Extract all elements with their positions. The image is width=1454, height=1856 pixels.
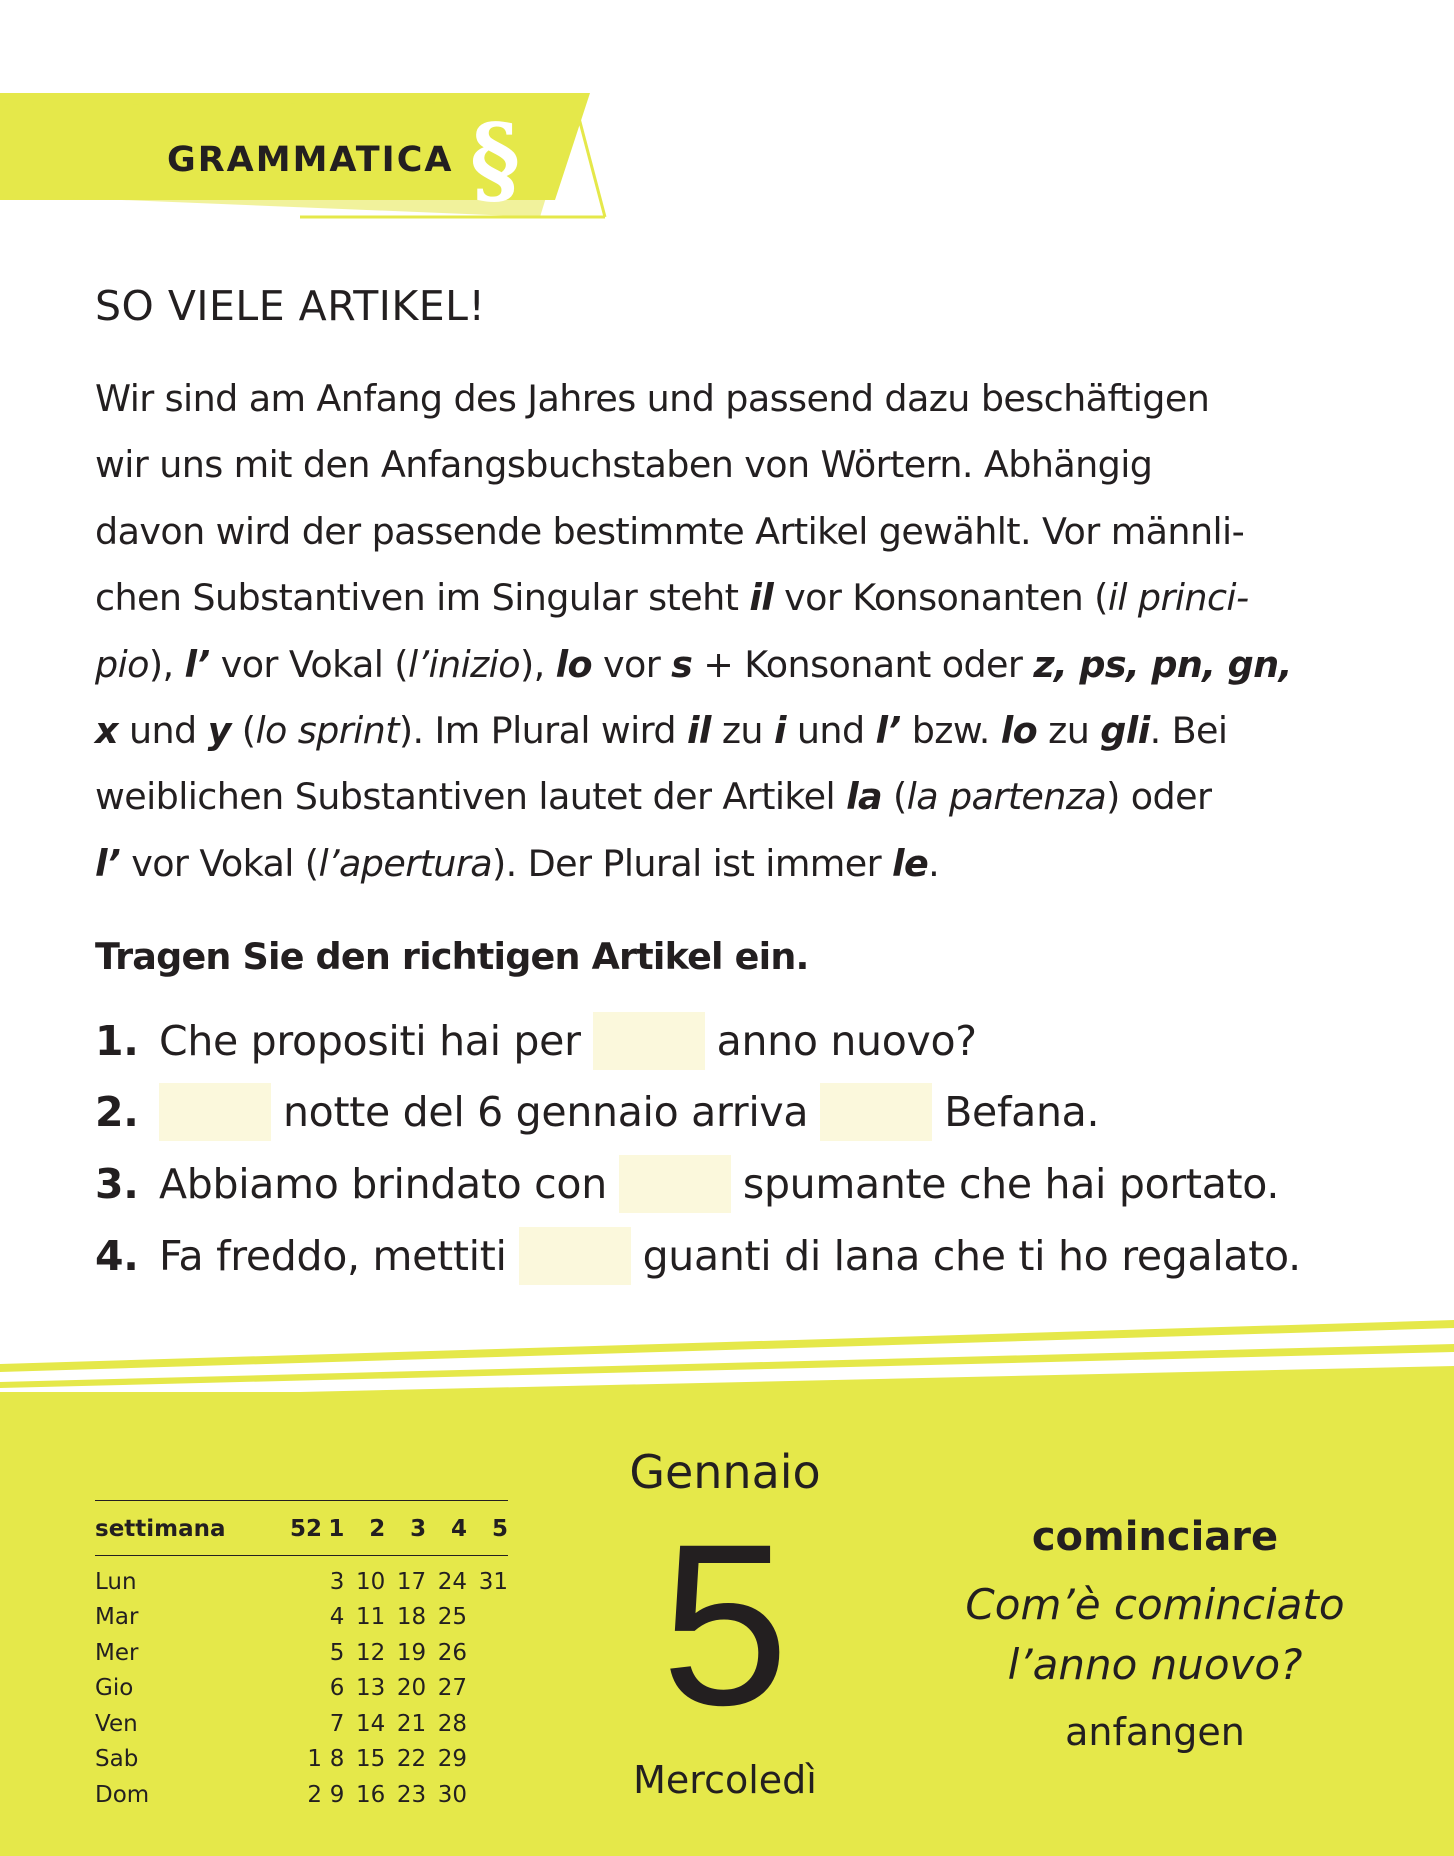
exercise-number: 3. <box>95 1160 139 1208</box>
calendar-row <box>95 1777 508 1813</box>
exercise-text: spumante che hai portato. <box>742 1160 1280 1208</box>
paragraph-line-6: x und y (lo sprint). Im Plural wird il zu i und l’ bzw. lo zu gli. Bei <box>95 709 1228 753</box>
calendar-cell <box>467 1742 508 1778</box>
calendar-cell: 18 <box>396 1604 427 1631</box>
week-number: 52 <box>277 1501 322 1556</box>
weekday-name: Mercoledì <box>633 1758 817 1802</box>
exercise-text: notte del 6 gennaio arriva <box>283 1088 809 1136</box>
month-calendar <box>95 1500 508 1813</box>
calendar-cell: 3 <box>329 1568 345 1595</box>
answer-gap[interactable] <box>519 1227 631 1285</box>
weekday-label: Lun <box>95 1568 137 1595</box>
paragraph-sign-icon: § <box>470 103 521 216</box>
calendar-row <box>95 1706 508 1742</box>
calendar-cell: 1 <box>307 1746 323 1773</box>
calendar-cell: 12 <box>356 1639 386 1666</box>
banner-label: GRAMMATICA <box>167 140 454 180</box>
calendar-row <box>95 1671 508 1707</box>
exercise-number: 2. <box>95 1088 139 1136</box>
paragraph-line-4: chen Substantiven im Singular steht il vor Konsonanten (il princi- <box>95 576 1249 620</box>
week-label: settimana <box>95 1501 277 1556</box>
calendar-row <box>95 1742 508 1778</box>
week-number: 1 <box>322 1501 344 1556</box>
calendar-cell: 30 <box>437 1781 468 1808</box>
exercise-text: Che propositi hai per <box>159 1017 581 1065</box>
exercise-number: 4. <box>95 1232 139 1280</box>
calendar-cell: 27 <box>437 1675 468 1702</box>
weekday-label: Mer <box>95 1639 139 1666</box>
paragraph-line-1: Wir sind am Anfang des Jahres und passend dazu beschäftigen <box>95 377 1210 420</box>
month-name: Gennaio <box>629 1445 821 1499</box>
exercise-4 <box>95 1227 1301 1285</box>
weekday-label: Mar <box>95 1604 139 1631</box>
paragraph-line-3: davon wird der passende bestimmte Artikel gewählt. Vor männli- <box>95 509 1245 553</box>
decorative-stripes <box>0 1300 1454 1395</box>
exercise-text: anno nuovo? <box>716 1017 977 1065</box>
calendar-row <box>95 1600 508 1636</box>
exercise-1 <box>95 1012 977 1070</box>
calendar-cell: 29 <box>437 1746 468 1773</box>
exercise-3 <box>95 1155 1279 1213</box>
exercise-text: guanti di lana che ti ho regalato. <box>642 1232 1301 1280</box>
calendar-cell <box>467 1706 508 1742</box>
calendar-cell: 10 <box>356 1568 386 1595</box>
calendar-cell: 31 <box>478 1568 508 1595</box>
calendar-cell: 2 <box>307 1781 323 1808</box>
calendar-cell: 4 <box>329 1604 345 1631</box>
calendar-cell <box>277 1556 322 1600</box>
calendar-cell <box>467 1600 508 1636</box>
calendar-cell: 21 <box>396 1710 427 1737</box>
exercise-number: 1. <box>95 1017 139 1065</box>
calendar-cell <box>277 1635 322 1671</box>
calendar-header-row <box>95 1501 508 1556</box>
calendar-cell: 11 <box>356 1604 386 1631</box>
paragraph-line-7: weiblichen Substantiven lautet der Artikel la (la partenza) oder <box>95 775 1212 819</box>
calendar-cell: 25 <box>437 1604 468 1631</box>
calendar-cell: 19 <box>396 1639 427 1666</box>
calendar-cell: 7 <box>329 1710 345 1737</box>
example-line-1: Com’è cominciato <box>965 1580 1345 1629</box>
week-number: 4 <box>426 1501 467 1556</box>
weekday-label: Sab <box>95 1746 139 1773</box>
paragraph-line-2: wir uns mit den Anfangsbuchstaben von Wörtern. Abhängig <box>95 443 1153 487</box>
exercise-2 <box>95 1083 1099 1141</box>
paragraph-line-8: l’ vor Vokal (l’apertura). Der Plural ist immer le. <box>95 841 940 885</box>
word-translation: anfangen <box>1065 1710 1245 1754</box>
week-number: 2 <box>344 1501 385 1556</box>
answer-gap[interactable] <box>619 1155 731 1213</box>
calendar-cell: 14 <box>356 1710 386 1737</box>
calendar-cell: 28 <box>437 1710 468 1737</box>
calendar-cell <box>467 1635 508 1671</box>
answer-gap[interactable] <box>820 1083 932 1141</box>
calendar-cell: 6 <box>329 1675 345 1702</box>
week-number: 5 <box>467 1501 508 1556</box>
example-line-2: l’anno nuovo? <box>1007 1640 1303 1689</box>
calendar-row <box>95 1635 508 1671</box>
exercise-text: Fa freddo, mettiti <box>159 1232 507 1280</box>
calendar-cell: 16 <box>356 1781 386 1808</box>
calendar-cell: 9 <box>329 1781 345 1808</box>
page-title: SO VIELE ARTIKEL! <box>95 282 486 330</box>
calendar-cell: 20 <box>396 1675 427 1702</box>
weekday-label: Ven <box>95 1710 138 1737</box>
calendar-cell <box>467 1671 508 1707</box>
calendar-cell: 23 <box>396 1781 427 1808</box>
exercise-text: Befana. <box>944 1088 1100 1136</box>
example-sentence <box>940 1575 1370 1695</box>
calendar-cell: 5 <box>329 1639 345 1666</box>
calendar-row <box>95 1556 508 1600</box>
calendar-cell: 17 <box>396 1568 427 1595</box>
calendar-cell: 15 <box>356 1746 386 1773</box>
calendar-cell <box>467 1777 508 1813</box>
calendar-cell: 26 <box>437 1639 468 1666</box>
week-number: 3 <box>385 1501 426 1556</box>
calendar-cell <box>277 1671 322 1707</box>
calendar-cell: 24 <box>437 1568 468 1595</box>
calendar-cell <box>277 1706 322 1742</box>
weekday-label: Gio <box>95 1675 134 1702</box>
explanation-paragraph <box>95 366 1395 897</box>
calendar-cell: 13 <box>356 1675 386 1702</box>
exercise-instruction: Tragen Sie den richtigen Artikel ein. <box>95 935 809 978</box>
answer-gap[interactable] <box>593 1012 705 1070</box>
day-number: 5 <box>661 1496 789 1753</box>
word-of-day: cominciare <box>1031 1514 1279 1560</box>
paragraph-line-5: pio), l’ vor Vokal (l’inizio), lo vor s + Konsonant oder z, ps, pn, gn, <box>95 642 1292 686</box>
exercise-text: Abbiamo brindato con <box>159 1160 607 1208</box>
weekday-label: Dom <box>95 1781 150 1808</box>
answer-gap[interactable] <box>159 1083 271 1141</box>
calendar-cell <box>277 1600 322 1636</box>
calendar-cell: 22 <box>396 1746 427 1773</box>
calendar-cell: 8 <box>329 1746 345 1773</box>
